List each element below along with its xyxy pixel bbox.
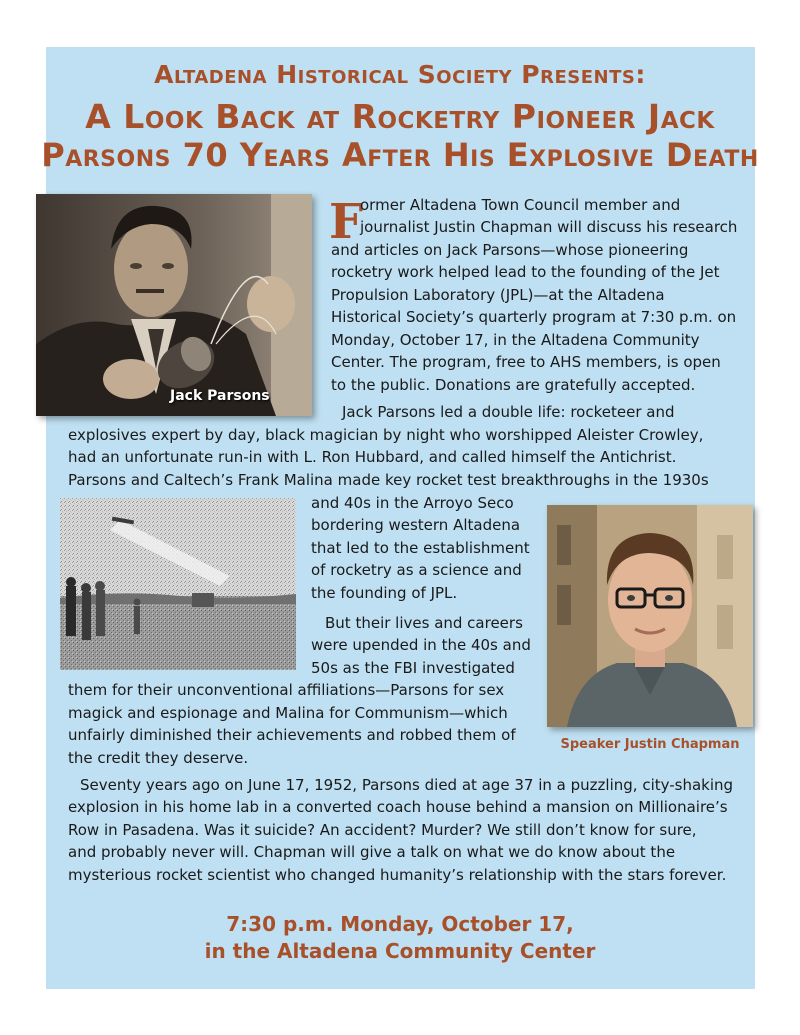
paragraph-3-line: them for their unconventional affiliations—Parsons for sex [68,681,505,699]
paragraph-2-line: Parsons and Caltech’s Frank Malina made key rocket test breakthroughs in the 1930s [68,471,709,489]
intro-line: rocketry work helped lead to the founding of the Jet [331,263,720,281]
paragraph-3-line: were upended in the 40s and [311,636,531,654]
intro-line: to the public. Donations are gratefully accepted. [331,376,696,394]
paragraph-4-line: Seventy years ago on June 17, 1952, Parsons died at age 37 in a puzzling, city-shaking [80,776,734,794]
paragraph-2-line: bordering western Altadena [311,516,521,534]
rocket-test-photo [60,498,296,670]
paragraph-3-line: unfairly diminished their achievements and robbed them of [68,726,516,744]
intro-line: Historical Society’s quarterly program at 7:30 p.m. on [331,308,737,326]
paragraph-2-line: had an unfortunate run-in with L. Ron Hubbard, and called himself the Antichrist. [68,448,677,466]
paragraph-3-line: 50s as the FBI investigated [311,659,515,677]
justin-chapman-caption: Speaker Justin Chapman [560,737,740,752]
intro-line: Propulsion Laboratory (JPL)—at the Altadena [331,286,665,304]
event-location: in the Altadena Community Center [204,939,596,963]
paragraph-2-line: Jack Parsons led a double life: rocketeer and [342,403,675,421]
event-time: 7:30 p.m. Monday, October 17, [226,912,574,936]
paragraph-4-line: and probably never will. Chapman will give a talk on what we do know about the [68,843,676,861]
intro-line: Center. The program, free to AHS members, is open [331,353,721,371]
paragraph-2-line: explosives expert by day, black magician by night who worshipped Aleister Crowley, [68,426,704,444]
event-title-line-2: Parsons 70 Years After His Explosive Death [41,136,759,174]
paragraph-2-line: of rocketry as a science and [311,561,522,579]
event-title-line-1: A Look Back at Rocketry Pioneer Jack [85,97,715,136]
paragraph-2-line: the founding of JPL. [311,584,458,602]
intro-line: ormer Altadena Town Council member and [360,196,681,214]
intro-line: journalist Justin Chapman will discuss his research [360,218,738,236]
paragraph-2-line: and 40s in the Arroyo Seco [311,494,514,512]
paragraph-4-line: mysterious rocket scientist who changed humanity’s relationship with the stars forever. [68,866,727,884]
paragraph-3-line: the credit they deserve. [68,749,249,767]
jack-parsons-caption: Jack Parsons [170,388,270,404]
paragraph-3-line: But their lives and careers [325,614,523,632]
intro-line: and articles on Jack Parsons—whose pioneering [331,241,689,259]
justin-chapman-photo [547,505,753,727]
drop-cap: F [329,194,364,250]
presents-heading: Altadena Historical Society Presents: [154,60,646,89]
intro-line: Monday, October 17, in the Altadena Community [331,331,700,349]
paragraph-3-line: magick and espionage and Malina for Communism—which [68,704,508,722]
paragraph-4-line: Row in Pasadena. Was it suicide? An accident? Murder? We still don’t know for sure, [68,821,697,839]
paragraph-2-line: that led to the establishment [311,539,530,557]
paragraph-4-line: explosion in his home lab in a converted coach house behind a mansion on Millionaire’s [68,798,728,816]
jack-parsons-photo [36,194,312,416]
